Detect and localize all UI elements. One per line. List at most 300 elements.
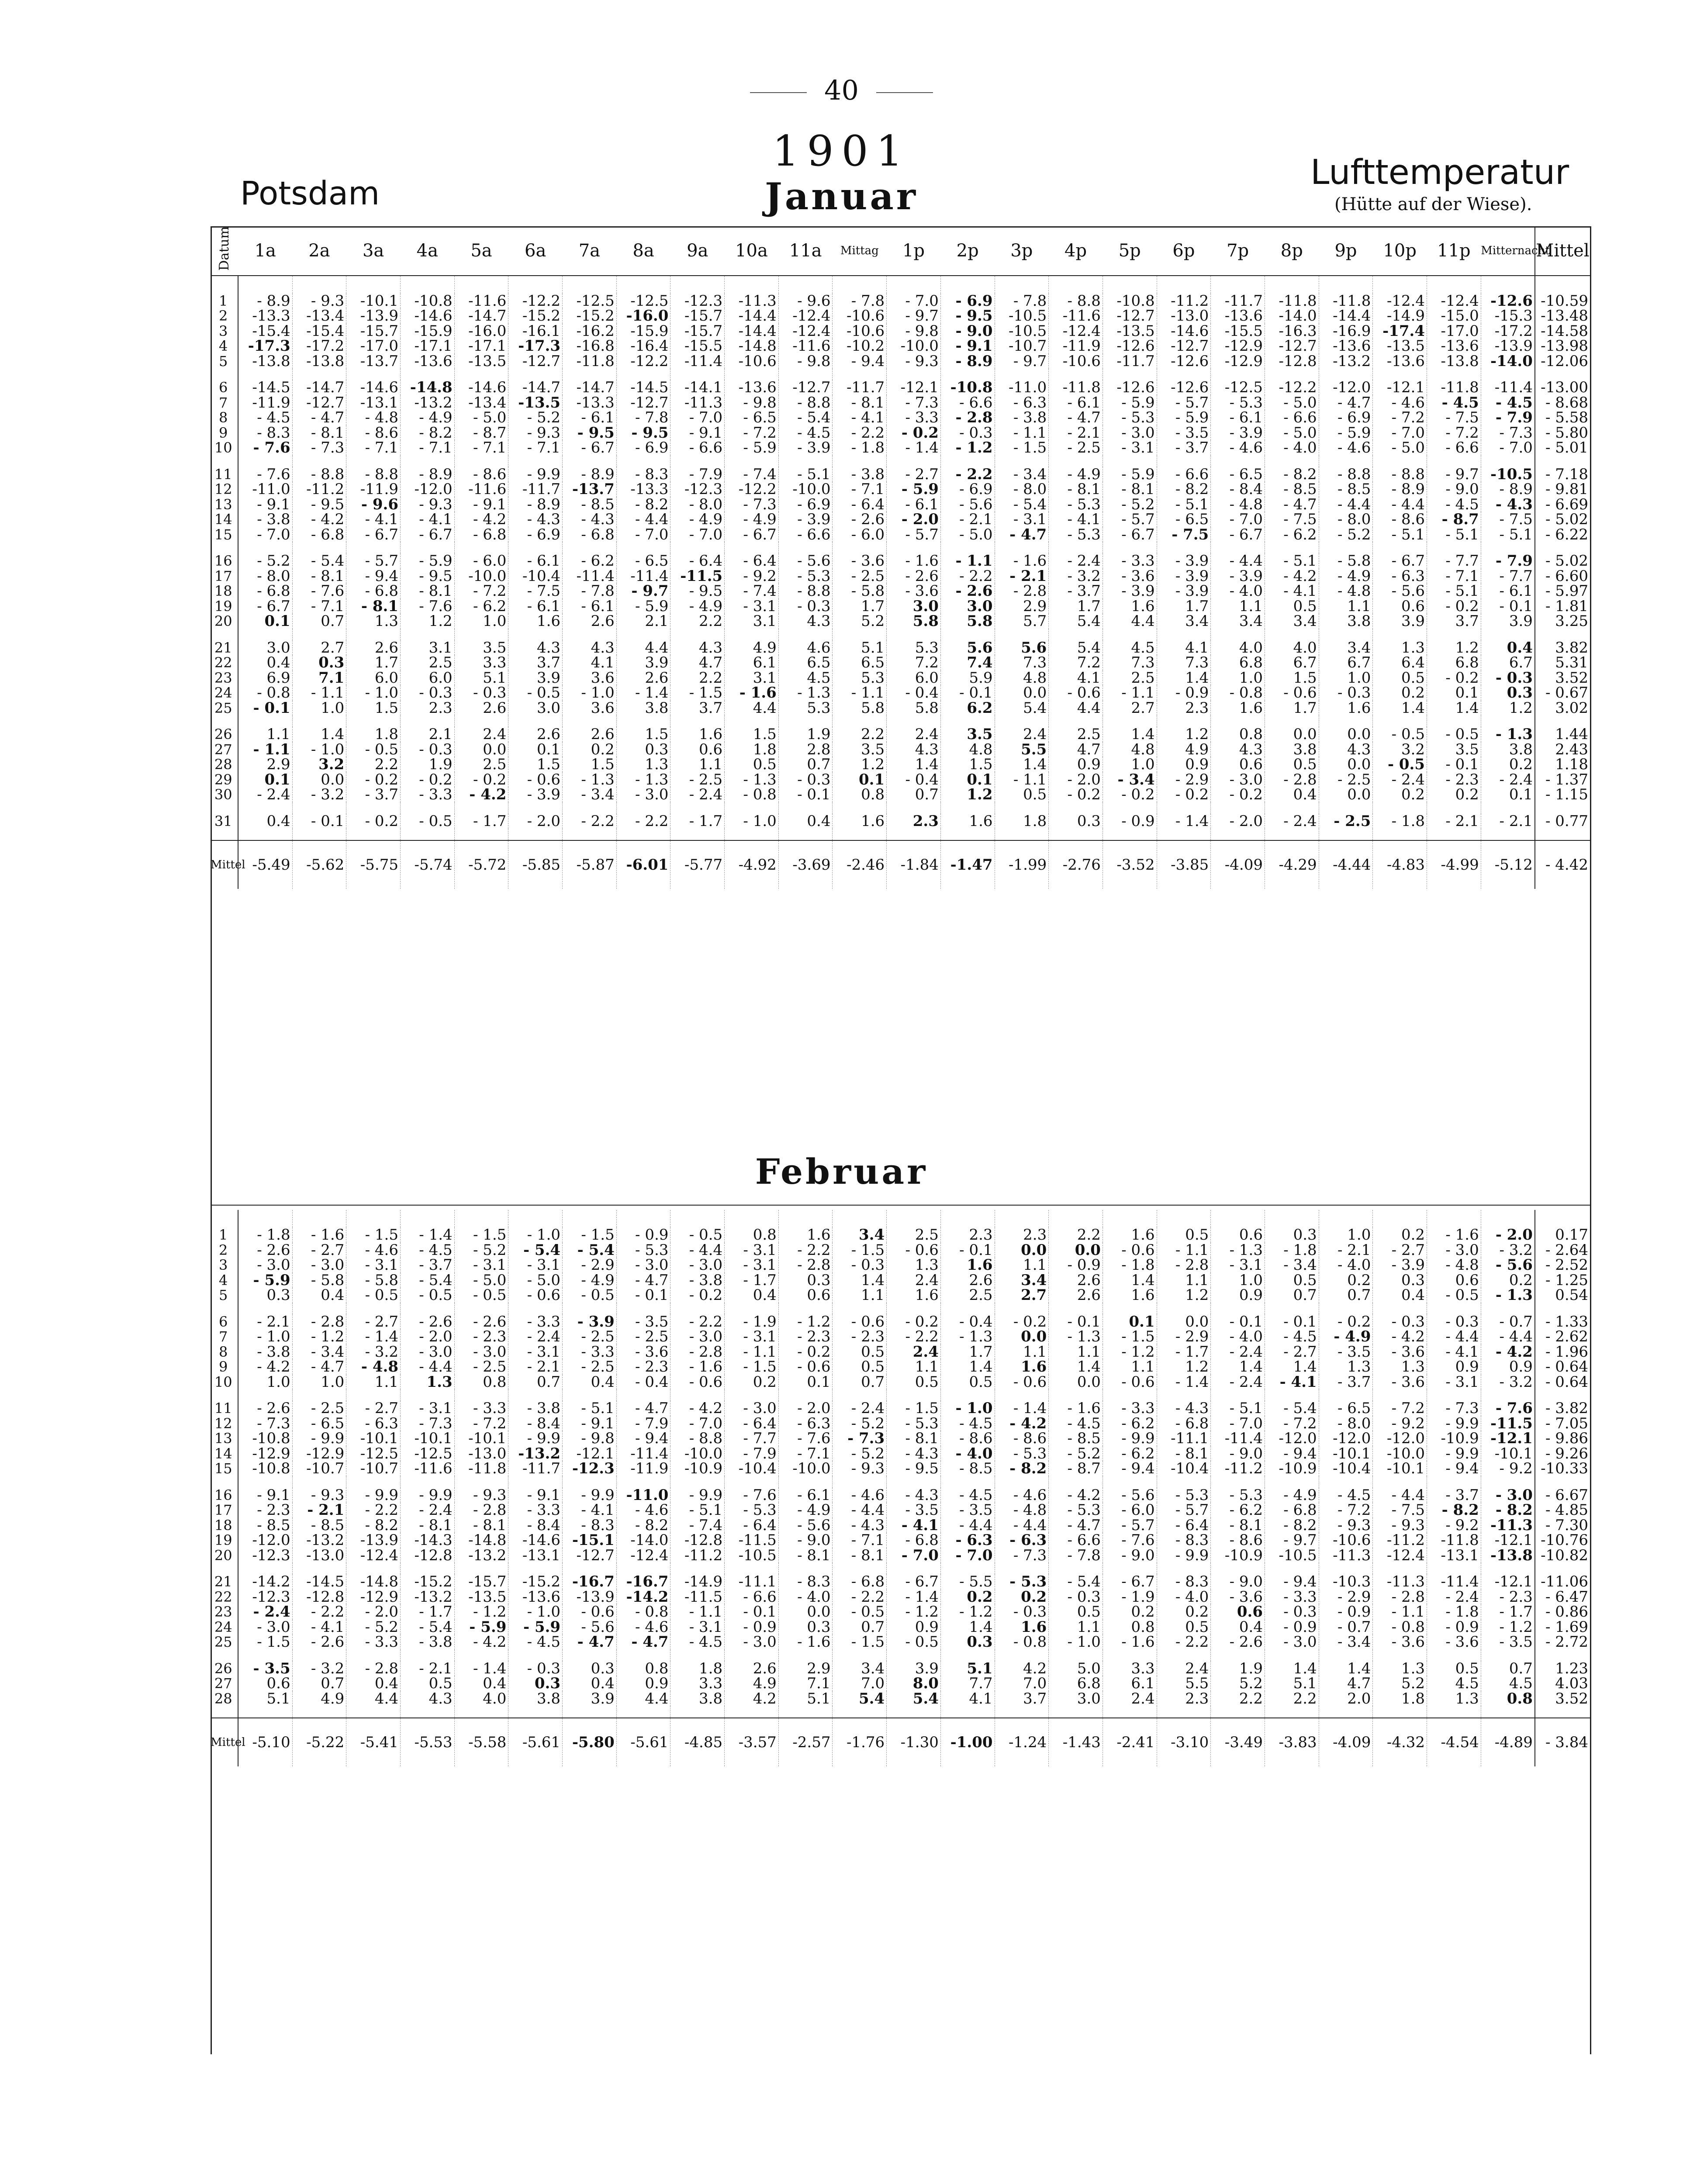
temperature-cell: - 8.5 <box>238 1518 292 1533</box>
temperature-cell: - 0.6 <box>670 1375 725 1390</box>
monthly-mean-cell: -3.57 <box>725 1718 779 1766</box>
temperature-cell: - 5.3 <box>1049 497 1103 512</box>
temperature-cell: - 6.1 <box>887 497 941 512</box>
temperature-cell: -16.2 <box>563 324 617 339</box>
temperature-cell: - 4.7 <box>616 1635 670 1650</box>
temperature-cell: -13.2 <box>400 1590 454 1605</box>
temperature-cell: -10.4 <box>725 1461 779 1476</box>
temperature-cell: - 3.1 <box>725 599 779 614</box>
column-header-hour: 5p <box>1102 226 1157 276</box>
temperature-cell: - 5.7 <box>1157 1503 1211 1518</box>
temperature-cell: -11.2 <box>670 1548 725 1563</box>
temperature-cell: - 5.0 <box>1265 395 1319 411</box>
table-row <box>211 395 1590 411</box>
temperature-cell: - 4.2 <box>1481 1344 1535 1360</box>
temperature-cell: 2.4 <box>887 727 941 742</box>
temperature-cell: - 6.7 <box>887 1574 941 1590</box>
temperature-cell: 0.5 <box>1427 1661 1481 1676</box>
temperature-cell: - 9.1 <box>940 339 995 354</box>
temperature-cell: - 5.0 <box>1373 440 1427 456</box>
temperature-cell: 3.3 <box>670 1676 725 1691</box>
temperature-cell: -12.5 <box>400 1446 454 1462</box>
day-number: 22 <box>214 1588 232 1605</box>
temperature-cell: - 7.0 <box>238 527 292 543</box>
temperature-cell: -12.3 <box>238 1548 292 1563</box>
temperature-cell: 1.6 <box>940 814 995 829</box>
monthly-mean-cell: -1.24 <box>995 1718 1049 1766</box>
temperature-cell: - 5.9 <box>1102 395 1157 411</box>
temperature-cell: - 7.2 <box>1319 1503 1373 1518</box>
february-top-rule <box>211 1205 1590 1206</box>
temperature-cell: - 2.0 <box>508 814 563 829</box>
temperature-cell: - 9.9 <box>400 1488 454 1503</box>
temperature-cell: 1.6 <box>1319 701 1373 716</box>
temperature-cell: 0.2 <box>1427 787 1481 802</box>
temperature-cell: - 2.4 <box>1373 772 1427 788</box>
temperature-cell: -12.0 <box>1319 1431 1373 1446</box>
temperature-cell: -13.4 <box>292 308 346 324</box>
day-number: 7 <box>219 1328 228 1345</box>
temperature-cell: - 4.3 <box>1481 497 1535 512</box>
temperature-cell: 5.1 <box>940 1661 995 1676</box>
temperature-cell: -14.7 <box>454 308 508 324</box>
temperature-cell: -10.7 <box>995 339 1049 354</box>
table-row <box>211 512 1590 527</box>
temperature-cell: - 9.1 <box>508 1488 563 1503</box>
day-number: 14 <box>214 1445 232 1462</box>
temperature-cell: 5.6 <box>940 640 995 656</box>
temperature-cell: 0.3 <box>563 1661 617 1676</box>
temperature-cell: - 5.4 <box>292 553 346 569</box>
temperature-cell: -11.4 <box>563 569 617 584</box>
temperature-cell: 6.7 <box>1481 655 1535 670</box>
temperature-cell: - 0.5 <box>1427 727 1481 742</box>
temperature-cell: - 2.7 <box>1373 1243 1427 1258</box>
temperature-cell: 2.6 <box>725 1661 779 1676</box>
temperature-cell: -12.1 <box>887 380 941 395</box>
temperature-cell: 1.6 <box>1211 701 1265 716</box>
temperature-cell: - 9.4 <box>1265 1574 1319 1590</box>
temperature-cell: 1.1 <box>670 757 725 772</box>
temperature-cell: -10.3 <box>1319 1574 1373 1590</box>
temperature-cell: -11.3 <box>1481 1518 1535 1533</box>
temperature-cell: 0.2 <box>1481 1273 1535 1288</box>
temperature-cell: - 2.8 <box>995 584 1049 599</box>
day-number: 20 <box>214 1547 232 1564</box>
table-row <box>211 482 1590 497</box>
temperature-cell: 1.1 <box>833 1288 887 1303</box>
temperature-cell: 4.5 <box>1481 1676 1535 1691</box>
temperature-cell: 6.8 <box>1211 655 1265 670</box>
element-title: Lufttemperatur <box>1310 153 1569 192</box>
temperature-cell: -13.6 <box>1319 339 1373 354</box>
daily-mean-cell: 3.25 <box>1535 614 1590 629</box>
temperature-cell: -12.3 <box>238 1590 292 1605</box>
temperature-cell: - 2.4 <box>238 787 292 802</box>
temperature-cell: -10.4 <box>508 569 563 584</box>
temperature-cell: - 8.3 <box>1157 1533 1211 1548</box>
monthly-overall-mean: - 4.42 <box>1535 840 1590 889</box>
temperature-cell: 4.3 <box>400 1691 454 1707</box>
temperature-cell: - 4.5 <box>508 1635 563 1650</box>
temperature-cell: - 1.5 <box>833 1243 887 1258</box>
temperature-cell: - 3.6 <box>1102 569 1157 584</box>
temperature-cell: -11.5 <box>670 569 725 584</box>
temperature-cell: - 2.1 <box>238 1314 292 1330</box>
temperature-cell: 5.1 <box>454 670 508 686</box>
temperature-cell: 4.1 <box>1049 670 1103 686</box>
temperature-cell: -11.7 <box>508 1461 563 1476</box>
temperature-cell: - 5.9 <box>1102 467 1157 482</box>
temperature-cell: 0.6 <box>1211 757 1265 772</box>
temperature-cell: 4.7 <box>1319 1676 1373 1691</box>
temperature-cell: - 2.5 <box>1319 772 1373 788</box>
temperature-cell: - 0.2 <box>1157 787 1211 802</box>
temperature-cell: 0.0 <box>995 685 1049 701</box>
temperature-cell: - 3.0 <box>670 1258 725 1273</box>
temperature-cell: - 2.6 <box>238 1243 292 1258</box>
temperature-cell: -10.8 <box>400 294 454 309</box>
temperature-cell: - 6.2 <box>454 599 508 614</box>
temperature-cell: 0.2 <box>1319 1273 1373 1288</box>
temperature-cell: - 7.9 <box>725 1446 779 1462</box>
temperature-cell: - 0.8 <box>1373 1620 1427 1635</box>
temperature-cell: - 5.2 <box>1049 1446 1103 1462</box>
temperature-cell: - 0.9 <box>1102 814 1157 829</box>
daily-mean-cell: 0.54 <box>1535 1288 1590 1303</box>
temperature-cell: - 7.1 <box>346 440 401 456</box>
table-row <box>211 1288 1590 1303</box>
temperature-cell: 0.4 <box>563 1375 617 1390</box>
table-row <box>211 1258 1590 1273</box>
temperature-cell: - 7.5 <box>1427 410 1481 425</box>
temperature-cell: - 6.9 <box>508 527 563 543</box>
temperature-cell: - 7.0 <box>940 1548 995 1563</box>
temperature-cell: -13.7 <box>346 354 401 369</box>
temperature-cell: 5.1 <box>238 1691 292 1707</box>
temperature-cell: -11.6 <box>1049 308 1103 324</box>
temperature-cell: -10.2 <box>833 339 887 354</box>
temperature-cell: 0.2 <box>1157 1604 1211 1620</box>
temperature-cell: -13.1 <box>508 1548 563 1563</box>
temperature-cell: - 0.1 <box>1481 599 1535 614</box>
temperature-cell: - 5.5 <box>940 1574 995 1590</box>
temperature-cell: - 3.6 <box>1427 1635 1481 1650</box>
temperature-cell: - 5.1 <box>778 467 833 482</box>
temperature-cell: - 8.8 <box>670 1431 725 1446</box>
daily-mean-cell: -10.33 <box>1535 1461 1590 1476</box>
temperature-cell: - 7.2 <box>454 1416 508 1431</box>
temperature-cell: - 0.5 <box>1373 757 1427 772</box>
temperature-cell: 4.8 <box>940 742 995 757</box>
temperature-cell: - 6.7 <box>1373 553 1427 569</box>
temperature-cell: -13.9 <box>563 1590 617 1605</box>
temperature-cell: - 7.0 <box>670 527 725 543</box>
temperature-cell: - 2.9 <box>563 1258 617 1273</box>
temperature-cell: 0.8 <box>725 1227 779 1243</box>
temperature-cell: - 4.8 <box>1427 1258 1481 1273</box>
monthly-mean-cell: -6.01 <box>616 840 670 889</box>
temperature-cell: - 5.9 <box>1157 410 1211 425</box>
temperature-cell: - 2.5 <box>1049 440 1103 456</box>
temperature-cell: - 6.8 <box>833 1574 887 1590</box>
temperature-cell: - 5.6 <box>778 553 833 569</box>
temperature-cell: - 6.7 <box>1102 1574 1157 1590</box>
temperature-cell: 1.0 <box>292 701 346 716</box>
temperature-cell: - 2.1 <box>292 1503 346 1518</box>
temperature-cell: - 1.3 <box>940 1329 995 1344</box>
daily-mean-cell: -10.59 <box>1535 294 1590 309</box>
temperature-cell: 1.4 <box>1265 1359 1319 1375</box>
temperature-cell: - 3.4 <box>563 787 617 802</box>
temperature-cell: -14.6 <box>1157 324 1211 339</box>
temperature-cell: 1.5 <box>1265 670 1319 686</box>
temperature-cell: - 9.9 <box>670 1488 725 1503</box>
daily-mean-cell: 3.52 <box>1535 1691 1590 1707</box>
temperature-cell: - 9.8 <box>563 1431 617 1446</box>
temperature-cell: - 1.4 <box>887 1590 941 1605</box>
temperature-cell: - 8.1 <box>1102 482 1157 497</box>
temperature-cell: 3.4 <box>1319 640 1373 656</box>
temperature-cell: 0.7 <box>292 1676 346 1691</box>
temperature-cell: - 4.8 <box>346 410 401 425</box>
temperature-cell: - 1.7 <box>1481 1604 1535 1620</box>
temperature-cell: - 7.6 <box>778 1431 833 1446</box>
temperature-cell: - 7.0 <box>1481 440 1535 456</box>
temperature-cell: 0.2 <box>1373 787 1427 802</box>
temperature-cell: 1.0 <box>1102 757 1157 772</box>
temperature-cell: -10.0 <box>887 339 941 354</box>
temperature-cell: -17.3 <box>508 339 563 354</box>
temperature-cell: - 1.5 <box>887 1401 941 1416</box>
temperature-cell: -12.6 <box>1102 380 1157 395</box>
day-number: 16 <box>214 553 232 570</box>
daily-mean-cell: - 9.26 <box>1535 1446 1590 1462</box>
temperature-cell: -10.7 <box>346 1461 401 1476</box>
day-number: 5 <box>219 352 228 370</box>
temperature-cell: 1.7 <box>1049 599 1103 614</box>
temperature-cell: - 9.0 <box>1427 482 1481 497</box>
temperature-cell: 0.3 <box>1373 1273 1427 1288</box>
temperature-cell: - 4.0 <box>940 1446 995 1462</box>
temperature-cell: 6.5 <box>833 655 887 670</box>
temperature-cell: - 3.5 <box>1481 1635 1535 1650</box>
temperature-cell: 8.0 <box>887 1676 941 1691</box>
temperature-cell: 3.9 <box>563 1691 617 1707</box>
temperature-cell: 0.0 <box>292 772 346 788</box>
temperature-cell: 1.2 <box>1157 1288 1211 1303</box>
temperature-cell: - 8.1 <box>1049 482 1103 497</box>
temperature-cell: - 6.6 <box>940 395 995 411</box>
temperature-cell: - 6.7 <box>346 527 401 543</box>
temperature-cell: -10.1 <box>1481 1446 1535 1462</box>
temperature-cell: -10.0 <box>1373 1446 1427 1462</box>
element-subtitle: (Hütte auf der Wiese). <box>1334 194 1532 214</box>
temperature-cell: 0.3 <box>778 1273 833 1288</box>
temperature-cell: - 4.0 <box>1319 1258 1373 1273</box>
temperature-cell: - 2.3 <box>778 1329 833 1344</box>
temperature-cell: - 7.3 <box>995 1548 1049 1563</box>
temperature-cell: - 7.6 <box>238 440 292 456</box>
day-number: 6 <box>219 379 228 396</box>
day-number: 12 <box>214 481 232 498</box>
daily-mean-cell: - 1.15 <box>1535 787 1590 802</box>
temperature-cell: - 0.1 <box>1427 757 1481 772</box>
temperature-cell: - 5.1 <box>1373 527 1427 543</box>
column-header-hour: 8a <box>616 226 670 276</box>
temperature-cell: -12.4 <box>1427 294 1481 309</box>
column-header-hour: 1a <box>238 226 292 276</box>
temperature-cell: - 1.8 <box>1427 1604 1481 1620</box>
temperature-cell: - 6.9 <box>616 440 670 456</box>
temperature-cell: -10.9 <box>1265 1461 1319 1476</box>
temperature-cell: 5.4 <box>833 1691 887 1707</box>
temperature-cell: 4.8 <box>995 670 1049 686</box>
monthly-mean-label: Mittel <box>211 840 238 889</box>
temperature-cell: - 2.5 <box>833 569 887 584</box>
temperature-cell: - 3.3 <box>1102 553 1157 569</box>
temperature-cell: -11.7 <box>833 380 887 395</box>
temperature-cell: -12.9 <box>346 1590 401 1605</box>
temperature-cell: 0.2 <box>1373 685 1427 701</box>
temperature-cell: 6.8 <box>1049 1676 1103 1691</box>
day-number: 20 <box>214 613 232 630</box>
temperature-cell: - 6.4 <box>1157 1518 1211 1533</box>
temperature-cell: - 8.9 <box>1373 482 1427 497</box>
temperature-cell: - 2.2 <box>887 1329 941 1344</box>
daily-mean-cell: - 2.64 <box>1535 1243 1590 1258</box>
temperature-cell: - 3.0 <box>725 1401 779 1416</box>
temperature-cell: - 1.9 <box>725 1314 779 1330</box>
temperature-cell: 1.4 <box>1427 701 1481 716</box>
temperature-cell: 1.5 <box>563 757 617 772</box>
temperature-cell: -13.8 <box>1427 354 1481 369</box>
temperature-cell: - 2.2 <box>616 814 670 829</box>
monthly-mean-cell: -3.10 <box>1157 1718 1211 1766</box>
temperature-cell: 4.1 <box>563 655 617 670</box>
temperature-cell: 2.6 <box>346 640 401 656</box>
temperature-cell: 0.1 <box>1102 1314 1157 1330</box>
temperature-cell: - 3.4 <box>995 467 1049 482</box>
temperature-cell: - 6.8 <box>887 1533 941 1548</box>
temperature-cell: - 8.3 <box>563 1518 617 1533</box>
temperature-cell: 5.1 <box>1265 1676 1319 1691</box>
temperature-cell: - 8.2 <box>346 1518 401 1533</box>
temperature-cell: - 1.1 <box>995 772 1049 788</box>
temperature-cell: - 2.8 <box>670 1344 725 1360</box>
temperature-cell: 3.0 <box>887 599 941 614</box>
temperature-cell: - 2.4 <box>1211 1375 1265 1390</box>
temperature-cell: -16.4 <box>616 339 670 354</box>
temperature-cell: -15.7 <box>454 1574 508 1590</box>
temperature-cell: - 4.5 <box>670 1635 725 1650</box>
temperature-cell: - 9.1 <box>563 1416 617 1431</box>
temperature-cell: -11.8 <box>563 354 617 369</box>
temperature-cell: - 3.9 <box>1211 425 1265 441</box>
temperature-cell: -13.0 <box>1157 308 1211 324</box>
temperature-cell: - 0.1 <box>1049 1314 1103 1330</box>
monthly-mean-cell: -5.58 <box>454 1718 508 1766</box>
temperature-cell: -14.7 <box>292 380 346 395</box>
temperature-cell: 2.3 <box>400 701 454 716</box>
table-row <box>211 1416 1590 1431</box>
temperature-cell: 1.1 <box>1157 1273 1211 1288</box>
temperature-cell: -12.1 <box>1373 380 1427 395</box>
column-header-hour: 11p <box>1427 226 1481 276</box>
temperature-cell: - 3.1 <box>995 512 1049 527</box>
temperature-cell: - 2.4 <box>1265 814 1319 829</box>
table-row <box>211 354 1590 369</box>
temperature-cell: - 6.9 <box>778 497 833 512</box>
temperature-cell: -12.4 <box>346 1548 401 1563</box>
temperature-cell: 7.1 <box>778 1676 833 1691</box>
temperature-cell: - 7.5 <box>508 584 563 599</box>
temperature-cell: 0.0 <box>454 742 508 757</box>
daily-mean-cell: -13.48 <box>1535 308 1590 324</box>
temperature-cell: -12.8 <box>400 1548 454 1563</box>
temperature-cell: - 5.4 <box>1265 1401 1319 1416</box>
temperature-cell: - 7.1 <box>508 440 563 456</box>
temperature-cell: -14.7 <box>508 380 563 395</box>
temperature-cell: - 5.9 <box>508 1620 563 1635</box>
temperature-cell: - 6.6 <box>1049 1533 1103 1548</box>
temperature-cell: -12.8 <box>1265 354 1319 369</box>
temperature-cell: 4.4 <box>616 1691 670 1707</box>
monthly-mean-cell: -5.12 <box>1481 840 1535 889</box>
temperature-cell: -17.0 <box>1427 324 1481 339</box>
temperature-cell: - 8.1 <box>454 1518 508 1533</box>
temperature-cell: 1.0 <box>1319 670 1373 686</box>
temperature-cell: - 7.6 <box>292 584 346 599</box>
temperature-cell: 2.2 <box>670 670 725 686</box>
temperature-cell: - 7.2 <box>1427 425 1481 441</box>
monthly-mean-cell: -3.69 <box>778 840 833 889</box>
temperature-cell: 0.3 <box>508 1676 563 1691</box>
temperature-cell: - 5.9 <box>1319 425 1373 441</box>
temperature-cell: -11.8 <box>1265 294 1319 309</box>
temperature-cell: -13.6 <box>725 380 779 395</box>
temperature-cell: - 4.5 <box>1265 1329 1319 1344</box>
temperature-cell: - 0.3 <box>778 599 833 614</box>
temperature-cell: - 3.1 <box>508 1344 563 1360</box>
temperature-cell: - 9.4 <box>1427 1461 1481 1476</box>
temperature-cell: - 1.5 <box>725 1359 779 1375</box>
temperature-cell: - 6.2 <box>1265 527 1319 543</box>
temperature-cell: - 5.8 <box>1319 553 1373 569</box>
temperature-cell: - 3.2 <box>1049 569 1103 584</box>
temperature-cell: - 0.3 <box>995 1604 1049 1620</box>
temperature-cell: 0.8 <box>454 1375 508 1390</box>
temperature-cell: 0.4 <box>292 1288 346 1303</box>
temperature-cell: - 9.4 <box>616 1431 670 1446</box>
temperature-cell: -13.5 <box>1373 339 1427 354</box>
temperature-cell: 5.4 <box>995 701 1049 716</box>
temperature-cell: - 7.6 <box>1102 1533 1157 1548</box>
temperature-cell: - 7.0 <box>887 294 941 309</box>
temperature-cell: - 5.6 <box>1373 584 1427 599</box>
temperature-cell: - 8.6 <box>346 425 401 441</box>
temperature-cell: -10.5 <box>1481 467 1535 482</box>
daily-mean-cell: - 5.02 <box>1535 553 1590 569</box>
temperature-cell: 0.1 <box>238 772 292 788</box>
temperature-cell: - 0.6 <box>995 1375 1049 1390</box>
temperature-cell: - 0.6 <box>1265 685 1319 701</box>
table-row <box>211 1329 1590 1344</box>
temperature-cell: 0.3 <box>292 655 346 670</box>
temperature-cell: - 3.6 <box>887 584 941 599</box>
temperature-cell: - 6.6 <box>670 440 725 456</box>
temperature-cell: 2.5 <box>887 1227 941 1243</box>
